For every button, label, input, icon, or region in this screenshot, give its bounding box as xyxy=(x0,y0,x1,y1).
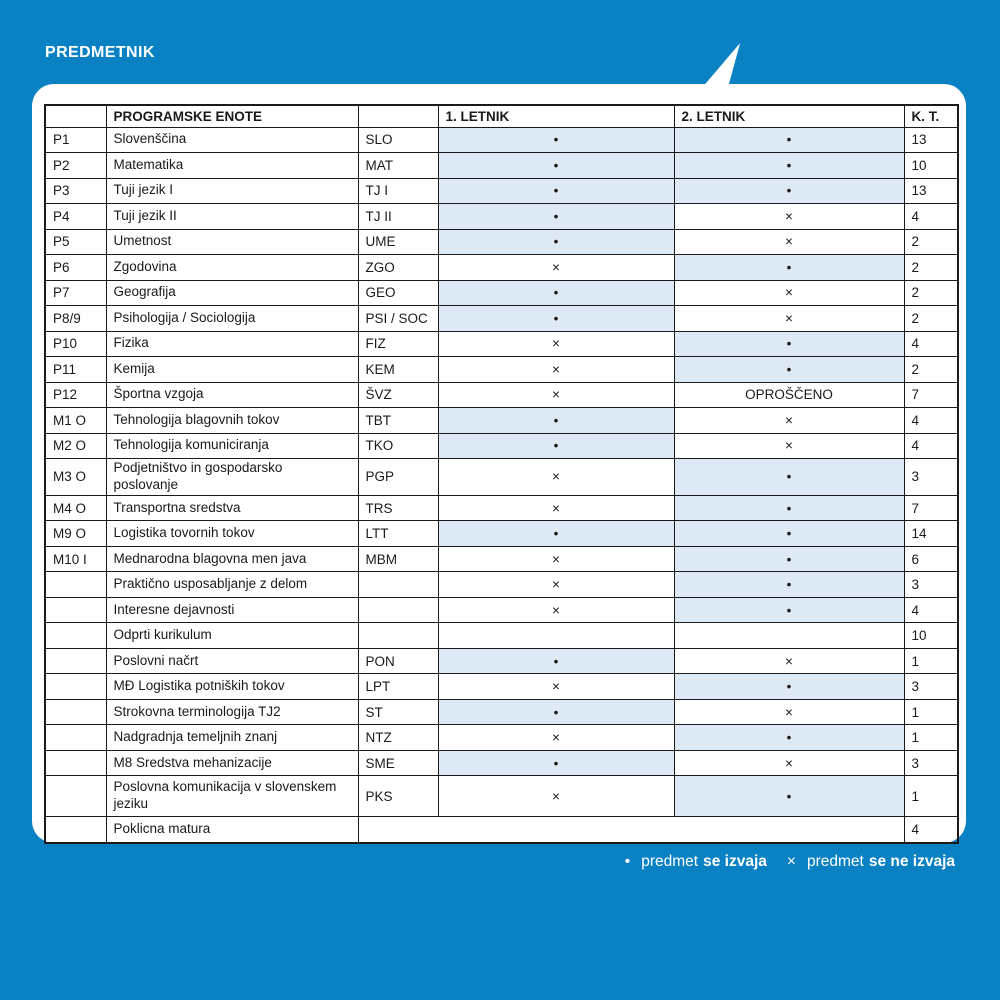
table-row xyxy=(45,817,958,843)
cell-abbr: TJ II xyxy=(358,204,438,230)
header-cell-code xyxy=(45,105,106,127)
cell-credits: 3 xyxy=(904,459,958,496)
cell-code: P4 xyxy=(45,204,106,230)
cell-code: P10 xyxy=(45,331,106,357)
cell-year1: × xyxy=(438,331,674,357)
cell-name: Zgodovina xyxy=(106,255,358,281)
cell-credits: 4 xyxy=(904,433,958,459)
cell-code: M3 O xyxy=(45,459,106,496)
header-cell-name: PROGRAMSKE ENOTE xyxy=(106,105,358,127)
cell-year2: × xyxy=(674,750,904,776)
cell-credits: 14 xyxy=(904,521,958,547)
cell-code xyxy=(45,623,106,649)
cell-abbr: ST xyxy=(358,699,438,725)
cell-code: P2 xyxy=(45,153,106,179)
cell-credits: 3 xyxy=(904,572,958,598)
cell-name: Poslovni načrt xyxy=(106,648,358,674)
legend xyxy=(625,853,955,871)
table-row xyxy=(45,725,958,751)
cell-name: Odprti kurikulum xyxy=(106,623,358,649)
cell-abbr: SME xyxy=(358,750,438,776)
cell-year2: × xyxy=(674,306,904,332)
cell-abbr: TJ I xyxy=(358,178,438,204)
legend-not-executed-label-bold: se ne izvaja xyxy=(868,853,955,870)
cell-credits: 2 xyxy=(904,255,958,281)
cell-year2: • xyxy=(674,127,904,153)
cell-year2: × xyxy=(674,204,904,230)
cell-year2: • xyxy=(674,597,904,623)
cell-name: Praktično usposabljanje z delom xyxy=(106,572,358,598)
cell-credits: 4 xyxy=(904,817,958,843)
cell-name: MĐ Logistika potniških tokov xyxy=(106,674,358,700)
cell-credits: 6 xyxy=(904,546,958,572)
cell-name: Tehnologija komuniciranja xyxy=(106,433,358,459)
cell-year2: • xyxy=(674,776,904,817)
cell-abbr: ZGO xyxy=(358,255,438,281)
cell-year1: × xyxy=(438,674,674,700)
cell-name: Geografija xyxy=(106,280,358,306)
cell-name: Poklicna matura xyxy=(106,817,358,843)
cell-abbr: SLO xyxy=(358,127,438,153)
cell-year1: • xyxy=(438,521,674,547)
cell-year1: • xyxy=(438,153,674,179)
cell-credits: 10 xyxy=(904,153,958,179)
cell-year2: OPROŠČENO xyxy=(674,382,904,408)
cell-name: Logistika tovornih tokov xyxy=(106,521,358,547)
cell-name: Matematika xyxy=(106,153,358,179)
cell-year2: • xyxy=(674,153,904,179)
header-cell-abbr xyxy=(358,105,438,127)
legend-not-executed xyxy=(787,853,955,871)
cell-name: Mednarodna blagovna men java xyxy=(106,546,358,572)
cell-abbr: KEM xyxy=(358,357,438,383)
cell-credits: 2 xyxy=(904,229,958,255)
cell-year1: × xyxy=(438,776,674,817)
cell-year2: • xyxy=(674,178,904,204)
cell-name: Poslovna komunikacija v slovenskem jeziku xyxy=(106,776,358,817)
cell-year1: • xyxy=(438,204,674,230)
table-row xyxy=(45,750,958,776)
cell-code xyxy=(45,750,106,776)
cell-year1: × xyxy=(438,597,674,623)
cell-credits: 7 xyxy=(904,382,958,408)
cell-name: Fizika xyxy=(106,331,358,357)
cell-year1: • xyxy=(438,750,674,776)
legend-executed-label: predmet xyxy=(641,853,699,870)
cell-credits: 7 xyxy=(904,495,958,521)
cell-year1: • xyxy=(438,229,674,255)
cell-year2: × xyxy=(674,280,904,306)
header-cell-year2: 2. LETNIK xyxy=(674,105,904,127)
cell-year1: × xyxy=(438,255,674,281)
cell-code: M1 O xyxy=(45,408,106,434)
cell-credits: 1 xyxy=(904,648,958,674)
cell-abbr: NTZ xyxy=(358,725,438,751)
cell-code xyxy=(45,725,106,751)
cell-abbr: UME xyxy=(358,229,438,255)
cell-credits: 4 xyxy=(904,204,958,230)
cell-year2 xyxy=(674,623,904,649)
cell-abbr: GEO xyxy=(358,280,438,306)
cell-year2: • xyxy=(674,521,904,547)
cell-credits: 1 xyxy=(904,776,958,817)
speech-bubble-tail xyxy=(695,43,743,87)
cell-year2: • xyxy=(674,674,904,700)
cell-code: M9 O xyxy=(45,521,106,547)
cell-credits: 1 xyxy=(904,725,958,751)
cell-name: Psihologija / Sociologija xyxy=(106,306,358,332)
cell-year1: • xyxy=(438,408,674,434)
cell-year2: × xyxy=(674,699,904,725)
cell-credits: 2 xyxy=(904,306,958,332)
cell-code xyxy=(45,699,106,725)
cell-year2: × xyxy=(674,433,904,459)
cell-year2: • xyxy=(674,331,904,357)
cell-year1: • xyxy=(438,127,674,153)
cell-year1: • xyxy=(438,280,674,306)
table-row xyxy=(45,229,958,255)
cell-year2: • xyxy=(674,357,904,383)
cell-year2: • xyxy=(674,495,904,521)
cell-code xyxy=(45,572,106,598)
table-row xyxy=(45,280,958,306)
cell-code xyxy=(45,648,106,674)
cell-year1: × xyxy=(438,357,674,383)
table-row xyxy=(45,597,958,623)
header-cell-year1: 1. LETNIK xyxy=(438,105,674,127)
table-row xyxy=(45,546,958,572)
cell-abbr: PSI / SOC xyxy=(358,306,438,332)
cell-code: M10 I xyxy=(45,546,106,572)
legend-executed-label-bold: se izvaja xyxy=(703,853,767,870)
table-row xyxy=(45,699,958,725)
cell-abbr: LTT xyxy=(358,521,438,547)
cell-year1: × xyxy=(438,382,674,408)
cell-year1: × xyxy=(438,572,674,598)
curriculum-table xyxy=(44,104,959,844)
cell-code xyxy=(45,817,106,843)
cell-year1: × xyxy=(438,725,674,751)
cell-credits: 13 xyxy=(904,127,958,153)
cell-credits: 3 xyxy=(904,750,958,776)
cell-code xyxy=(45,674,106,700)
cell-year1 xyxy=(438,623,674,649)
cell-abbr: MAT xyxy=(358,153,438,179)
table-row xyxy=(45,153,958,179)
cell-code: P12 xyxy=(45,382,106,408)
table-row xyxy=(45,572,958,598)
x-icon: × xyxy=(786,853,796,870)
cell-year2: • xyxy=(674,255,904,281)
cell-abbr xyxy=(358,597,438,623)
cell-code xyxy=(45,597,106,623)
table-row xyxy=(45,178,958,204)
cell-name: Tehnologija blagovnih tokov xyxy=(106,408,358,434)
cell-name: Tuji jezik II xyxy=(106,204,358,230)
cell-abbr: PON xyxy=(358,648,438,674)
table-row xyxy=(45,623,958,649)
cell-year1: • xyxy=(438,178,674,204)
cell-name: Športna vzgoja xyxy=(106,382,358,408)
table-row xyxy=(45,459,958,496)
cell-merged-years xyxy=(358,817,904,843)
cell-abbr: TBT xyxy=(358,408,438,434)
cell-name: Strokovna terminologija TJ2 xyxy=(106,699,358,725)
cell-name: M8 Sredstva mehanizacije xyxy=(106,750,358,776)
cell-abbr: MBM xyxy=(358,546,438,572)
table-row xyxy=(45,331,958,357)
cell-credits: 10 xyxy=(904,623,958,649)
cell-abbr: TRS xyxy=(358,495,438,521)
table-row xyxy=(45,255,958,281)
header-cell-credits: K. T. xyxy=(904,105,958,127)
cell-abbr xyxy=(358,623,438,649)
cell-credits: 2 xyxy=(904,357,958,383)
table-row xyxy=(45,382,958,408)
cell-year1: • xyxy=(438,306,674,332)
table-body xyxy=(45,127,958,843)
table-row xyxy=(45,495,958,521)
cell-credits: 4 xyxy=(904,331,958,357)
cell-abbr: TKO xyxy=(358,433,438,459)
cell-abbr xyxy=(358,572,438,598)
table-row xyxy=(45,408,958,434)
cell-name: Podjetništvo in gospodarsko poslovanje xyxy=(106,459,358,496)
header-row xyxy=(45,105,958,127)
cell-name: Nadgradnja temeljnih znanj xyxy=(106,725,358,751)
cell-name: Interesne dejavnosti xyxy=(106,597,358,623)
cell-name: Slovenščina xyxy=(106,127,358,153)
cell-year2: × xyxy=(674,408,904,434)
cell-code: M4 O xyxy=(45,495,106,521)
table-row xyxy=(45,127,958,153)
page-title: PREDMETNIK xyxy=(45,44,155,61)
cell-code: P5 xyxy=(45,229,106,255)
cell-year2: × xyxy=(674,648,904,674)
cell-year1: • xyxy=(438,699,674,725)
cell-abbr: FIZ xyxy=(358,331,438,357)
table-row xyxy=(45,433,958,459)
cell-code: P7 xyxy=(45,280,106,306)
table-row xyxy=(45,521,958,547)
table-row xyxy=(45,204,958,230)
cell-year1: • xyxy=(438,433,674,459)
cell-credits: 3 xyxy=(904,674,958,700)
dot-icon: • xyxy=(624,853,631,870)
table-row xyxy=(45,648,958,674)
cell-name: Kemija xyxy=(106,357,358,383)
cell-code: P11 xyxy=(45,357,106,383)
cell-name: Transportna sredstva xyxy=(106,495,358,521)
cell-code: P8/9 xyxy=(45,306,106,332)
cell-abbr: ŠVZ xyxy=(358,382,438,408)
table-header xyxy=(45,105,958,127)
cell-credits: 1 xyxy=(904,699,958,725)
curriculum-card xyxy=(32,84,966,843)
cell-abbr: PGP xyxy=(358,459,438,496)
cell-year1: × xyxy=(438,459,674,496)
cell-code: M2 O xyxy=(45,433,106,459)
cell-credits: 13 xyxy=(904,178,958,204)
cell-abbr: PKS xyxy=(358,776,438,817)
cell-name: Umetnost xyxy=(106,229,358,255)
cell-credits: 4 xyxy=(904,597,958,623)
cell-year1: • xyxy=(438,648,674,674)
table-row xyxy=(45,776,958,817)
cell-year2: • xyxy=(674,572,904,598)
legend-executed xyxy=(625,853,767,871)
cell-year1: × xyxy=(438,546,674,572)
cell-code xyxy=(45,776,106,817)
cell-year2: • xyxy=(674,459,904,496)
cell-abbr: LPT xyxy=(358,674,438,700)
cell-year1: × xyxy=(438,495,674,521)
cell-code: P3 xyxy=(45,178,106,204)
cell-year2: × xyxy=(674,229,904,255)
table-row xyxy=(45,674,958,700)
table-row xyxy=(45,357,958,383)
table-row xyxy=(45,306,958,332)
cell-credits: 2 xyxy=(904,280,958,306)
cell-year2: • xyxy=(674,546,904,572)
cell-name: Tuji jezik I xyxy=(106,178,358,204)
cell-year2: • xyxy=(674,725,904,751)
legend-not-executed-label: predmet xyxy=(806,853,864,870)
cell-code: P6 xyxy=(45,255,106,281)
cell-code: P1 xyxy=(45,127,106,153)
cell-credits: 4 xyxy=(904,408,958,434)
